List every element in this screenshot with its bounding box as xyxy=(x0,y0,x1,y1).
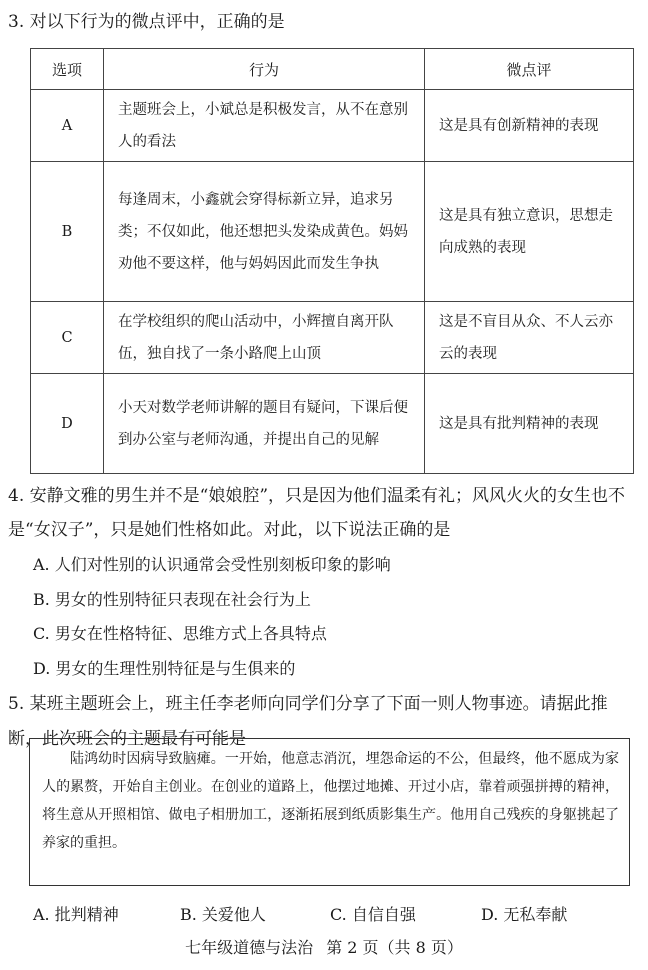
question-5-stem-line1: 5. 某班主题班会上，班主任李老师向同学们分享了下面一则人物事迹。请据此推 xyxy=(8,694,608,714)
row-option: D xyxy=(31,374,104,474)
question-3-stem: 3. 对以下行为的微点评中，正确的是 xyxy=(8,12,285,32)
header-behavior: 行为 xyxy=(104,49,425,90)
row-comment: 这是具有创新精神的表现 xyxy=(425,90,634,162)
page-footer xyxy=(0,935,648,961)
q4-option-c: C. 男女在性格特征、思维方式上各具特点 xyxy=(33,624,327,643)
question-4-stem-line2: 是“女汉子”，只是她们性格如此。对此，以下说法正确的是 xyxy=(8,520,451,540)
row-behavior: 小天对数学老师讲解的题目有疑问，下课后便到办公室与老师沟通，并提出自己的见解 xyxy=(104,374,425,474)
table-header-row xyxy=(31,49,634,90)
footer-subject: 七年级道德与法治 xyxy=(185,938,314,957)
material-box: 陆鸿幼时因病导致脑瘫。一开始，他意志消沉，埋怨命运的不公，但最终，他不愿成为家人的累赘，开始自主创业。在创业的道路上，他摆过地摊、开过小店，靠着顽强拼搏的精神，将生意从开照相馆、做电子相册加工，逐渐拓展到纸质影集生产。他用自己残疾的身躯挑起了养家的重担。 xyxy=(29,738,630,886)
question-4-stem-line1: 4. 安静文雅的男生并不是“娘娘腔”，只是因为他们温柔有礼；风风火火的女生也不 xyxy=(8,486,626,506)
question-5-stem-line2: 断，此次班会的主题最有可能是 xyxy=(8,729,246,749)
row-option: A xyxy=(31,90,104,162)
row-behavior: 主题班会上，小斌总是积极发言，从不在意别人的看法 xyxy=(104,90,425,162)
row-option: B xyxy=(31,162,104,302)
table-row xyxy=(31,90,634,162)
answer-table xyxy=(30,48,634,474)
header-comment: 微点评 xyxy=(425,49,634,90)
row-comment: 这是具有独立意识，思想走向成熟的表现 xyxy=(425,162,634,302)
q5-option-c: C. 自信自强 xyxy=(330,905,416,924)
table-row xyxy=(31,162,634,302)
q5-option-b: B. 关爱他人 xyxy=(180,905,266,924)
q4-option-a: A. 人们对性别的认识通常会受性别刻板印象的影响 xyxy=(33,555,391,574)
table-row xyxy=(31,302,634,374)
row-comment: 这是不盲目从众、不人云亦云的表现 xyxy=(425,302,634,374)
row-comment: 这是具有批判精神的表现 xyxy=(425,374,634,474)
row-behavior: 在学校组织的爬山活动中，小辉擅自离开队伍，独自找了一条小路爬上山顶 xyxy=(104,302,425,374)
row-option: C xyxy=(31,302,104,374)
q5-option-d: D. 无私奉献 xyxy=(481,905,568,924)
table-row xyxy=(31,374,634,474)
header-option: 选项 xyxy=(31,49,104,90)
q4-option-b: B. 男女的性别特征只表现在社会行为上 xyxy=(33,590,311,609)
q5-option-a: A. 批判精神 xyxy=(33,905,119,924)
q4-option-d: D. 男女的生理性别特征是与生俱来的 xyxy=(33,659,296,678)
row-behavior: 每逢周末，小鑫就会穿得标新立异，追求另类；不仅如此，他还想把头发染成黄色。妈妈劝他不要这样，他与妈妈因此而发生争执 xyxy=(104,162,425,302)
footer-page-number: 第 2 页（共 8 页） xyxy=(326,938,463,957)
